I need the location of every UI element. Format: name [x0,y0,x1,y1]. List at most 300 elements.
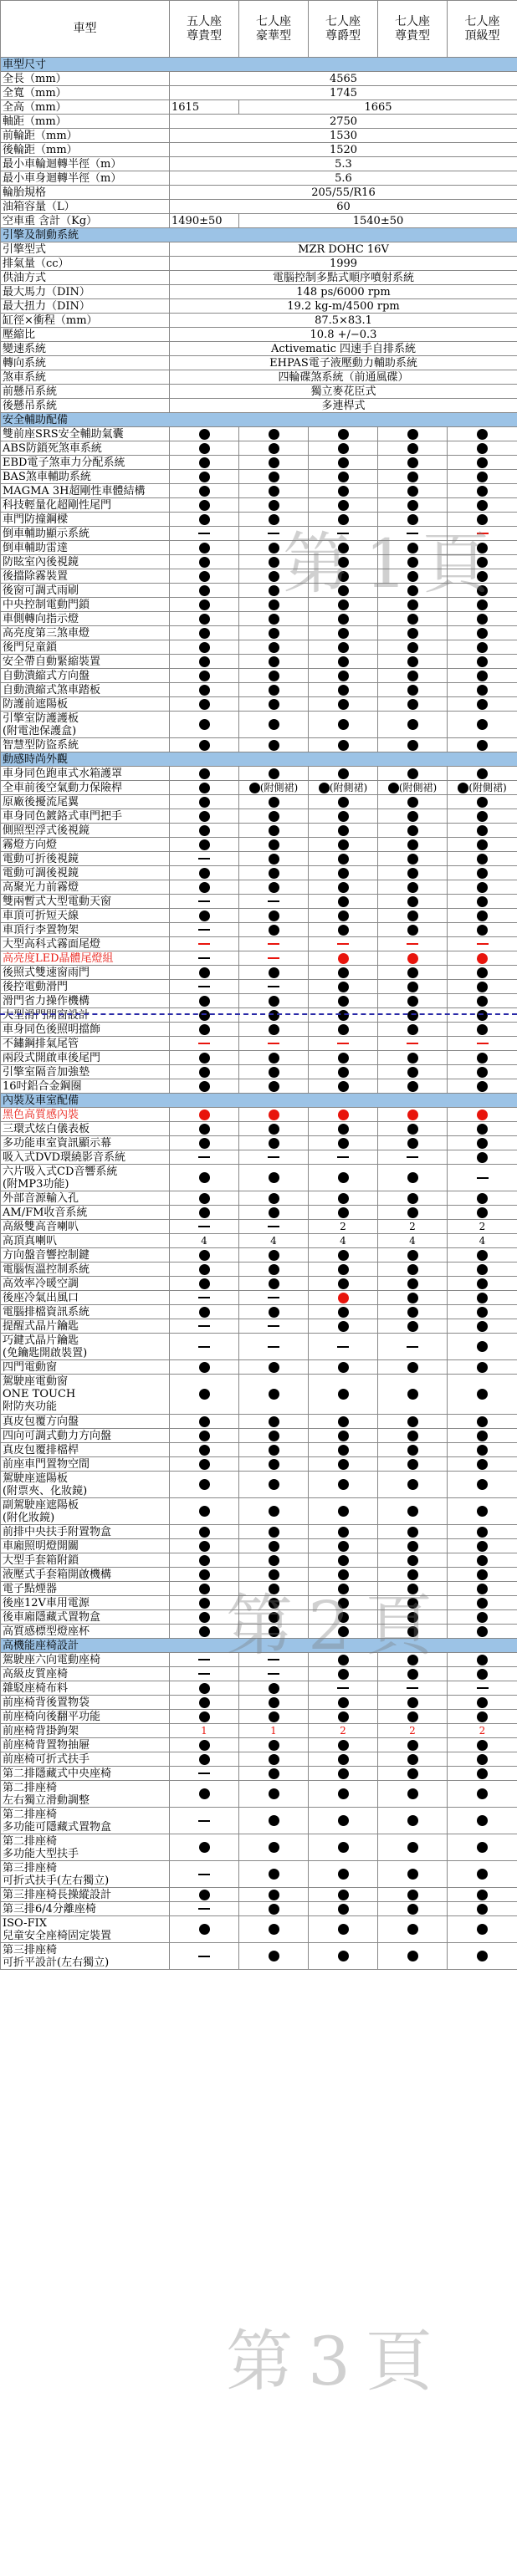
row-label: 多功能車室資訊顯示幕 [1,1136,170,1150]
row-55-value-5 [448,852,517,866]
row-88-value-2 [239,1334,309,1360]
row-119-value-4 [378,1888,448,1902]
row-label: 前座椅背後置物袋 [1,1696,170,1710]
row-40-value-5 [448,626,517,640]
row-66-value-1 [170,1008,239,1023]
filled-dot-icon [407,854,418,865]
row-29-value-4 [378,470,448,484]
row-112-value-3 [309,1738,378,1752]
filled-dot-icon [338,911,349,921]
row-104-value-3 [309,1625,378,1639]
filled-dot-icon [477,719,488,730]
row-label: 側照型浮式後視鏡 [1,824,170,838]
filled-dot-icon [338,585,349,596]
row-label: 大型滑門開窗設計 [1,1008,170,1023]
dash-icon [198,1773,210,1774]
filled-dot-icon [338,671,349,681]
filled-dot-icon [407,1264,418,1275]
row-47-value-5 [448,738,517,752]
filled-dot-icon [269,1555,279,1566]
filled-dot-icon [477,1612,488,1623]
dash-icon [268,1043,279,1044]
row-label: 安全帶自動緊縮裝置 [1,655,170,669]
row-115-value-4 [378,1781,448,1808]
filled-dot-icon [477,1024,488,1035]
dash-icon [198,957,210,959]
row-31-value-3 [309,498,378,513]
filled-dot-icon [338,1584,349,1594]
row-86-value-5 [448,1305,517,1319]
row-value: 148 ps/6000 rpm [170,285,517,299]
row-label: 引擎型式 [1,242,170,257]
filled-dot-icon [199,557,210,568]
row-99-value-1 [170,1553,239,1568]
row-109-value-5 [448,1696,517,1710]
row-76-value-2 [239,1150,309,1165]
table-row [1,1305,517,1319]
row-77-value-2 [239,1165,309,1191]
table-row [1,1738,517,1752]
filled-dot-icon [477,1655,488,1665]
filled-dot-icon [477,599,488,610]
row-53-value-2 [239,824,309,838]
row-93-value-1 [170,1443,239,1457]
row-93-value-4 [378,1443,448,1457]
table-row [1,697,517,712]
filled-dot-icon [477,1626,488,1637]
row-111-value-3 [309,1724,378,1738]
filled-dot-icon [407,1081,418,1092]
filled-dot-icon [477,1431,488,1441]
row-36-value-1 [170,569,239,584]
row-label: EBD電子煞車力分配系統 [1,456,170,470]
row-77-value-1 [170,1165,239,1191]
row-96-value-4 [378,1498,448,1525]
section-row [1,1094,517,1108]
filled-dot-icon [269,1250,279,1261]
row-61-value-1 [170,937,239,951]
option-note: (附側裙) [259,781,299,793]
table-row [1,129,517,143]
row-51-value-4 [378,795,448,809]
row-106-value-1 [170,1653,239,1667]
dash-icon [268,986,279,987]
row-93-value-5 [448,1443,517,1457]
row-label: 真皮包覆排檔桿 [1,1443,170,1457]
filled-dot-icon [338,1842,349,1853]
row-86-value-1 [170,1305,239,1319]
filled-dot-icon [199,1193,210,1204]
filled-dot-icon [269,472,279,482]
row-101-value-1 [170,1582,239,1596]
table-row [1,1525,517,1539]
row-56-value-2 [239,866,309,880]
row-56-value-1 [170,866,239,880]
row-51-value-1 [170,795,239,809]
row-100-value-3 [309,1568,378,1582]
row-49-value-1 [170,767,239,781]
row-label: 後擋除霧裝置 [1,569,170,584]
row-46-value-5 [448,712,517,738]
row-label: 前座車門置物空間 [1,1457,170,1472]
filled-dot-icon [407,1890,418,1900]
dash-icon [407,1043,418,1044]
filled-dot-icon [407,557,418,568]
row-label: 前懸吊系統 [1,385,170,399]
row-label: 引擎室隔音加強墊 [1,1065,170,1079]
filled-dot-icon [338,1569,349,1580]
filled-dot-icon [269,1053,279,1064]
filled-dot-icon [407,599,418,610]
row-label: 高亮度LED晶體尾燈組 [1,951,170,966]
filled-dot-icon [199,1389,210,1400]
filled-dot-icon [199,514,210,525]
row-31-value-2 [239,498,309,513]
filled-dot-icon [407,1445,418,1456]
table-row [1,880,517,895]
row-label: 車廂照明燈開關 [1,1539,170,1553]
filled-dot-icon [338,925,349,936]
filled-dot-icon [407,1612,418,1623]
row-92-value-4 [378,1429,448,1443]
filled-dot-icon [338,486,349,497]
row-label: 駕駛座六向電動座椅 [1,1653,170,1667]
row-29-value-2 [239,470,309,484]
filled-dot-icon [269,1890,279,1900]
row-30-value-2 [239,484,309,498]
filled-dot-icon [338,868,349,879]
row-40-value-2 [239,626,309,640]
filled-dot-icon [407,642,418,653]
filled-dot-icon [407,1053,418,1064]
filled-dot-icon [199,472,210,482]
table-row [1,1834,517,1861]
filled-dot-icon [338,1711,349,1722]
row-28-value-1 [170,456,239,470]
dash-icon [407,1346,418,1348]
row-53-value-1 [170,824,239,838]
row-31-value-1 [170,498,239,513]
table-row [1,1334,517,1360]
table-row [1,1443,517,1457]
row-30-value-5 [448,484,517,498]
row-85-value-3 [309,1291,378,1305]
filled-dot-icon [407,1541,418,1552]
value-text: 2 [479,1220,486,1232]
table-row [1,640,517,655]
row-94-value-3 [309,1457,378,1472]
filled-dot-icon [407,896,418,907]
row-106-value-3 [309,1653,378,1667]
filled-dot-icon [338,699,349,710]
row-83-value-5 [448,1262,517,1277]
filled-dot-icon [477,1250,488,1261]
row-95-value-5 [448,1472,517,1498]
row-113-value-3 [309,1752,378,1767]
filled-dot-icon [407,656,418,667]
row-79-value-3 [309,1206,378,1220]
table-row [1,441,517,456]
row-83-value-1 [170,1262,239,1277]
row-39-value-3 [309,612,378,626]
filled-dot-icon [477,486,488,497]
filled-dot-icon [269,797,279,808]
row-80-value-1 [170,1220,239,1234]
section-row [1,1639,517,1653]
filled-dot-icon [477,1152,488,1163]
row-value: 19.2 kg-m/4500 rpm [170,299,517,314]
row-115-value-2 [239,1781,309,1808]
row-label: 最大馬力（DIN） [1,285,170,299]
table-row [1,1596,517,1610]
row-label: 第二排隱藏式中央座椅 [1,1767,170,1781]
filled-dot-icon [477,1669,488,1680]
row-38-value-1 [170,598,239,612]
filled-dot-icon [407,472,418,482]
row-79-value-5 [448,1206,517,1220]
row-70-value-3 [309,1065,378,1079]
row-100-value-5 [448,1568,517,1582]
filled-dot-icon [407,1598,418,1609]
filled-dot-icon [407,1250,418,1261]
row-54-value-5 [448,838,517,852]
row-29-value-3 [309,470,378,484]
row-118-value-2 [239,1861,309,1888]
filled-dot-icon [338,896,349,907]
row-36-value-5 [448,569,517,584]
row-38-value-3 [309,598,378,612]
row-97-value-1 [170,1525,239,1539]
row-122-value-4 [378,1943,448,1970]
row-29-value-1 [170,470,239,484]
filled-dot-icon [199,740,210,751]
filled-dot-icon [407,1869,418,1880]
row-30-value-1 [170,484,239,498]
row-63-value-1 [170,966,239,980]
row-59-value-1 [170,909,239,923]
row-121-value-3 [309,1916,378,1943]
row-97-value-2 [239,1525,309,1539]
row-111-value-2 [239,1724,309,1738]
filled-dot-icon [477,1193,488,1204]
filled-dot-icon [477,1951,488,1961]
filled-dot-icon [407,982,418,992]
row-label: 後門兒童鎖 [1,640,170,655]
row-42-value-1 [170,655,239,669]
filled-dot-icon [477,429,488,440]
filled-dot-icon [338,642,349,653]
filled-dot-icon [407,614,418,625]
filled-dot-icon [269,685,279,696]
value-text: 1 [201,1724,207,1737]
row-label: 車身同色跑車式水箱護罩 [1,767,170,781]
row-86-value-4 [378,1305,448,1319]
row-label: 後車廂隱藏式置物盒 [1,1610,170,1625]
filled-dot-icon [407,429,418,440]
filled-dot-icon [338,500,349,511]
filled-dot-icon [269,1307,279,1318]
row-114-value-2 [239,1767,309,1781]
filled-dot-icon [407,1584,418,1594]
row-107-value-5 [448,1667,517,1681]
dash-icon [198,1673,210,1675]
filled-dot-icon [269,543,279,553]
row-59-value-4 [378,909,448,923]
row-66-value-2 [239,1008,309,1023]
row-103-value-4 [378,1610,448,1625]
dash-icon [477,1043,489,1044]
filled-dot-icon [269,671,279,681]
row-label: 煞車系統 [1,370,170,385]
row-109-value-2 [239,1696,309,1710]
filled-dot-icon [477,1598,488,1609]
dash-icon [407,1156,418,1158]
row-75-value-2 [239,1136,309,1150]
filled-dot-icon [199,1711,210,1722]
row-label: 全車前後空氣動力保險桿 [1,781,170,795]
row-label: 電動可折後視鏡 [1,852,170,866]
row-label: 電腦恆溫控制系統 [1,1262,170,1277]
row-51-value-3 [309,795,378,809]
row-50-value-1 [170,781,239,795]
filled-dot-icon [269,1869,279,1880]
filled-dot-icon [407,1207,418,1218]
table-row [1,1653,517,1667]
filled-dot-icon [477,982,488,992]
row-117-value-4 [378,1834,448,1861]
row-value-rest: 1540±50 [239,214,517,228]
filled-dot-icon [338,1754,349,1765]
filled-dot-icon [477,1754,488,1765]
row-33-value-5 [448,527,517,541]
filled-dot-icon [269,1081,279,1092]
filled-dot-icon [338,1612,349,1623]
table-row [1,1415,517,1429]
row-67-value-2 [239,1023,309,1037]
row-113-value-2 [239,1752,309,1767]
row-120-value-4 [378,1902,448,1916]
filled-dot-icon [407,1788,418,1799]
row-87-value-1 [170,1319,239,1334]
row-116-value-3 [309,1808,378,1834]
row-75-value-3 [309,1136,378,1150]
filled-dot-icon [269,457,279,468]
section-row [1,58,517,72]
row-110-value-3 [309,1710,378,1724]
filled-dot-icon [477,740,488,751]
filled-dot-icon [199,1416,210,1427]
table-row [1,1752,517,1767]
filled-dot-icon [338,967,349,978]
filled-dot-icon [477,514,488,525]
filled-dot-icon [477,1109,488,1120]
row-115-value-1 [170,1781,239,1808]
row-104-value-4 [378,1625,448,1639]
filled-dot-icon [269,1598,279,1609]
row-32-value-2 [239,513,309,527]
page-break-line [0,1013,517,1015]
row-87-value-5 [448,1319,517,1334]
filled-dot-icon [269,1904,279,1915]
dash-icon [198,1297,210,1298]
row-54-value-4 [378,838,448,852]
row-label: 真皮包覆方向盤 [1,1415,170,1429]
row-label: 駕駛座電動窗 ONE TOUCH 附防夾功能 [1,1375,170,1415]
row-label: 壓縮比 [1,328,170,342]
filled-dot-icon [338,457,349,468]
filled-dot-icon [269,614,279,625]
filled-dot-icon [338,740,349,751]
filled-dot-icon [269,911,279,921]
filled-dot-icon [477,1293,488,1303]
row-66-value-5 [448,1008,517,1023]
filled-dot-icon [407,671,418,681]
row-value: 60 [170,200,517,214]
table-row [1,1079,517,1094]
row-117-value-3 [309,1834,378,1861]
row-44-value-2 [239,683,309,697]
row-44-value-3 [309,683,378,697]
table-row [1,824,517,838]
table-row [1,1457,517,1472]
filled-dot-icon [199,429,210,440]
filled-dot-icon [199,671,210,681]
section-title: 內裝及車室配備 [1,1094,517,1108]
row-64-value-2 [239,980,309,994]
table-row [1,966,517,980]
filled-dot-icon [199,768,210,779]
filled-dot-icon [477,1815,488,1826]
row-80-value-2 [239,1220,309,1234]
row-39-value-4 [378,612,448,626]
table-row [1,1360,517,1375]
row-value: EHPAS電子液壓動力輔助系統 [170,356,517,370]
row-52-value-1 [170,809,239,824]
filled-dot-icon [199,1445,210,1456]
filled-dot-icon [199,811,210,822]
dash-icon [198,533,210,534]
row-118-value-3 [309,1861,378,1888]
row-51-value-5 [448,795,517,809]
value-text: 4 [479,1234,486,1247]
filled-dot-icon [407,1506,418,1517]
table-row [1,980,517,994]
filled-dot-icon [477,925,488,936]
dash-icon [477,533,489,534]
row-103-value-1 [170,1610,239,1625]
row-32-value-3 [309,513,378,527]
dash-icon [337,943,349,945]
filled-dot-icon [269,1740,279,1751]
row-91-value-5 [448,1415,517,1429]
row-label: 全高（mm） [1,100,170,115]
table-row [1,342,517,356]
row-101-value-2 [239,1582,309,1596]
row-value: 87.5×83.1 [170,314,517,328]
row-56-value-3 [309,866,378,880]
filled-dot-icon [338,1669,349,1680]
row-label: 車身同色後照明擋飾 [1,1023,170,1037]
section-title: 引擎及制動系統 [1,228,517,242]
table-row [1,86,517,100]
filled-dot-icon [407,882,418,893]
filled-dot-icon [199,599,210,610]
dash-icon [337,1043,349,1044]
filled-dot-icon [199,1527,210,1538]
row-label: 提醒式晶片鑰匙 [1,1319,170,1334]
row-81-value-1 [170,1234,239,1248]
row-53-value-4 [378,824,448,838]
